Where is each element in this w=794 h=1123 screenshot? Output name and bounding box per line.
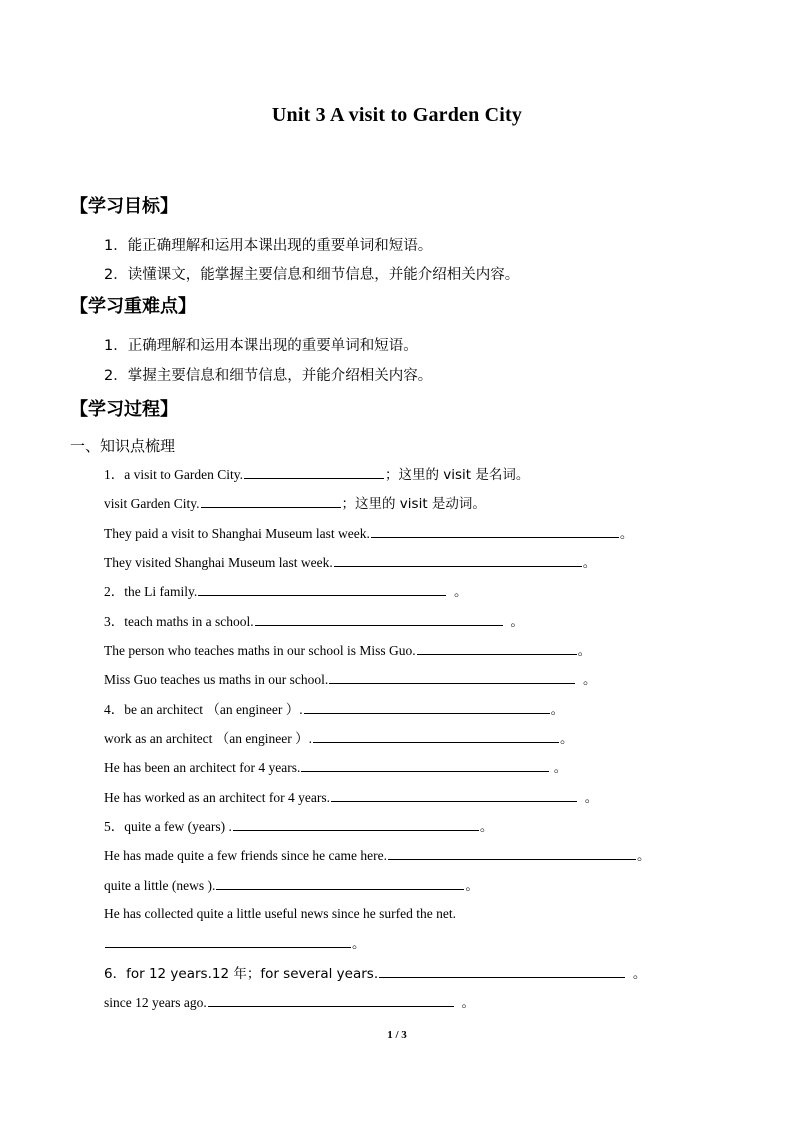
answer-blank[interactable] [379,964,625,978]
exercise-line: work as an architect （an engineer ）. 。 [104,731,574,747]
answer-blank[interactable] [105,934,351,948]
section-heading-key-points: 【学习重难点】 [70,296,196,317]
answer-blank[interactable] [313,729,559,743]
key-point-item: 2．掌握主要信息和细节信息，并能介绍相关内容。 [104,368,433,384]
answer-blank[interactable] [331,788,577,802]
answer-blank[interactable] [208,993,454,1007]
exercise-line: 5．quite a few (years) . 。 [104,819,494,835]
key-point-item: 1．正确理解和运用本课出现的重要单词和短语。 [104,338,418,354]
answer-blank[interactable] [304,700,550,714]
exercise-line: He has collected quite a little useful news since he surfed the net. [104,906,457,921]
exercise-line: They visited Shanghai Museum last week. 。 [104,555,597,571]
exercise-line: 6．for 12 years.12 年；for several years. 。 [104,966,647,982]
exercise-line: 2．the Li family. 。 [104,584,468,600]
exercise-line: since 12 years ago. 。 [104,995,475,1011]
answer-blank[interactable] [417,641,577,655]
exercise-line: visit Garden City. ；这里的 visit 是动词。 [104,496,486,512]
answer-blank[interactable] [244,465,384,479]
answer-blank[interactable] [233,817,479,831]
exercise-line: 4．be an architect （an engineer ）. 。 [104,702,565,718]
answer-blank[interactable] [216,876,464,890]
exercise-line: The person who teaches maths in our school is Miss Guo. 。 [104,643,592,659]
objective-item: 2．读懂课文，能掌握主要信息和细节信息，并能介绍相关内容。 [104,267,520,283]
exercise-line: 。 [104,934,366,952]
answer-blank[interactable] [255,612,503,626]
exercise-line: Miss Guo teaches us maths in our school. 。 [104,672,597,688]
answer-blank[interactable] [329,670,575,684]
objective-item: 1．能正确理解和运用本课出现的重要单词和短语。 [104,238,433,254]
page-title: Unit 3 A visit to Garden City [271,104,523,126]
exercise-line: 1．a visit to Garden City. ；这里的 visit 是名词。 [104,467,530,483]
section-heading-process: 【学习过程】 [70,399,178,420]
page-number: 1 / 3 [387,1029,407,1041]
exercise-line: He has worked as an architect for 4 years. 。 [104,790,599,806]
answer-blank[interactable] [198,582,446,596]
exercise-line: He has been an architect for 4 years. 。 [104,760,568,776]
answer-blank[interactable] [201,494,341,508]
answer-blank[interactable] [301,758,549,772]
answer-blank[interactable] [388,846,636,860]
exercise-line: 3．teach maths in a school. 。 [104,614,524,630]
answer-blank[interactable] [371,524,619,538]
exercise-line: He has made quite a few friends since he came here. 。 [104,848,651,864]
sub-heading: 一、知识点梳理 [70,437,176,455]
exercise-line: They paid a visit to Shanghai Museum last week. 。 [104,526,634,542]
exercise-line: quite a little (news ). 。 [104,878,479,894]
answer-blank[interactable] [334,553,582,567]
section-heading-objectives: 【学习目标】 [70,196,178,217]
